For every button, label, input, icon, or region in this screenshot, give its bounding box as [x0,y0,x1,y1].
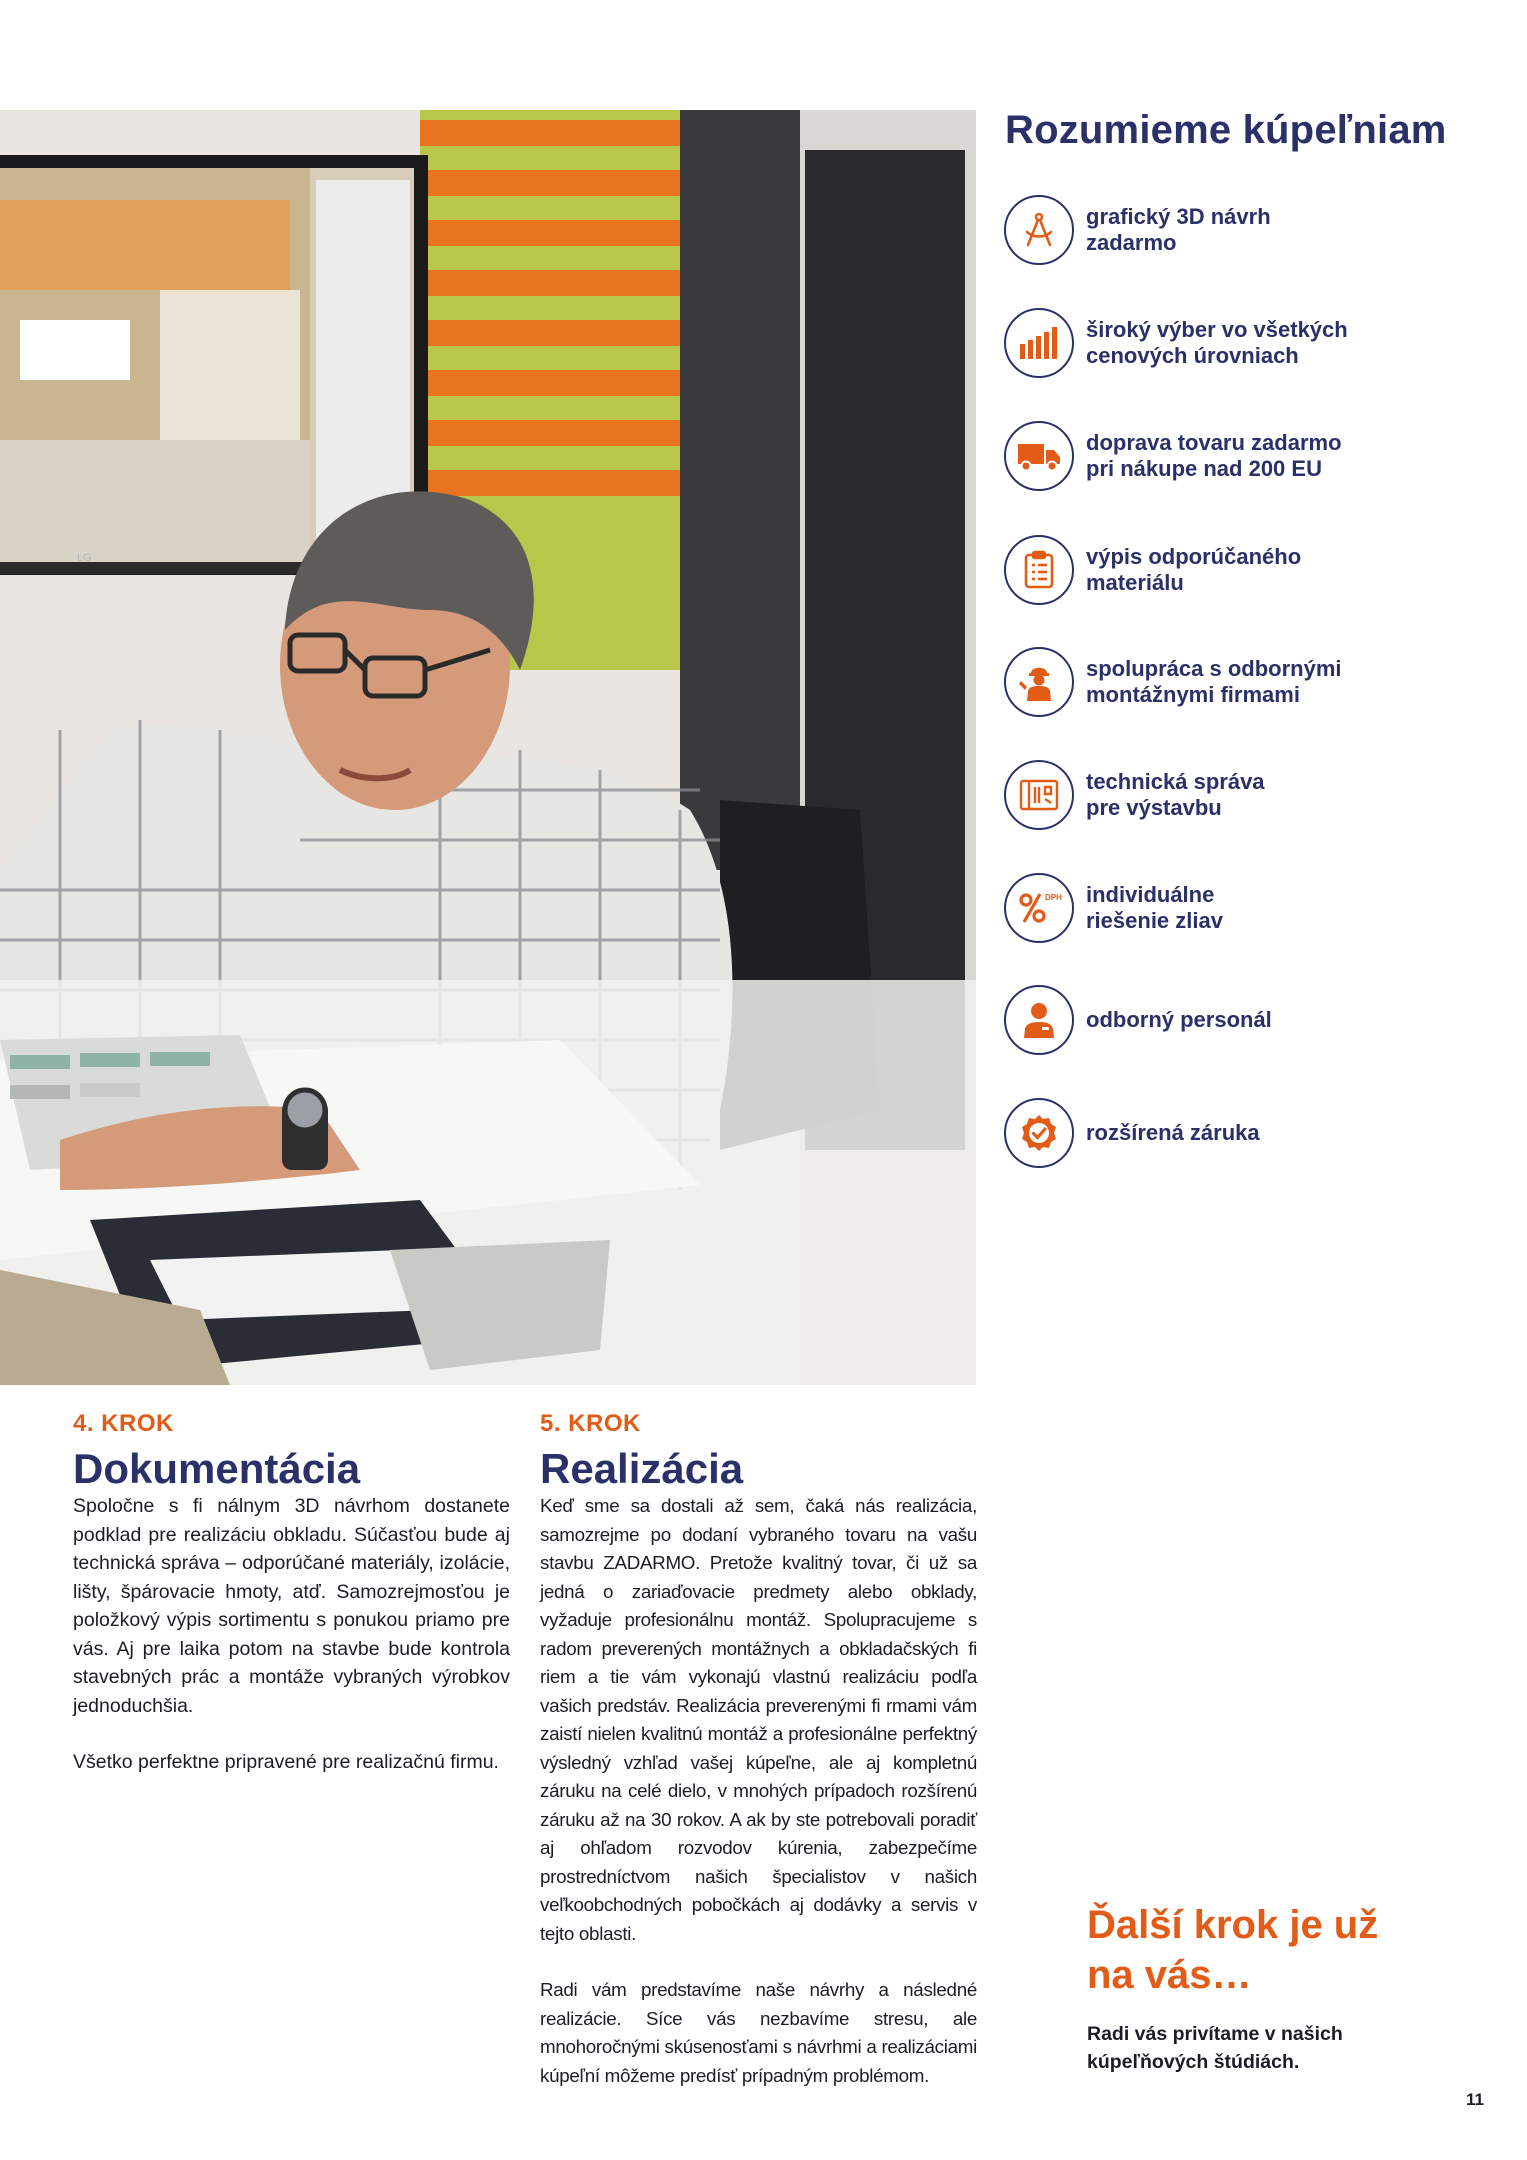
next-step-callout [1087,1900,1417,2076]
feature-label: individuálne riešenie zliav [1086,882,1223,933]
step5-body: Keď sme sa dostali až sem, čaká nás realizácia, samozrejme po dodaní vybraného tovaru na vašu stavbu ZADARMO. Pretože kvalitný tovar, či už sa jedná o zariaďovacie predmety alebo obklady, vyžaduje profesionálnu montáž. Spolupracujeme s radom preverených montážnych a obkladačských fi riem a tie vám vykonajú vlastnú realizáciu podľa vašich predstáv. Realizácia preverenými fi rmami vám zaistí nielen kvalitnú montáž a profesionálne perfektný výsledný vzhľad vašej kúpeľne, ale aj kompletnú záruku na celé dielo, v mnohých prípadoch rozšírenú záruku až na 30 rokov. A ak by ste potrebovali poradiť aj ohľadom rozvodov kúrenia, zabezpečíme prostredníctvom našich špecialistov v našich veľkoobchodných pobočkách aj dodávky a servis v tejto oblasti. [540,1495,977,1944]
step5-label: 5. KROK [540,1410,641,1437]
feature-label: spolupráca s odbornými montážnymi firmami [1086,656,1342,707]
feature-item-3d-design [1004,190,1504,270]
step4-body2: Všetko perfektne pripravené pre realizačnú firmu. [73,1751,499,1773]
clipboard-list-icon [1004,535,1074,605]
percent-icon [1004,873,1074,943]
feature-label: odborný personál [1086,1007,1272,1032]
step4-label: 4. KROK [73,1410,174,1437]
feature-item-partner-firms [1004,642,1504,722]
feature-label: grafický 3D návrh zadarmo [1086,204,1271,255]
bar-chart-icon [1004,308,1074,378]
page-number: 11 [1466,2090,1484,2109]
designer-at-desk-illustration [0,110,976,1385]
truck-icon [1004,421,1074,491]
feature-item-discounts [1004,868,1504,948]
feature-item-professional-staff [1004,980,1504,1060]
monitor-brand-text: LG [77,552,92,564]
feature-label: technická správa pre výstavbu [1086,769,1265,820]
step4-body: Spoločne s fi nálnym 3D návrhom dostanete podklad pre realizáciu obkladu. Súčasťou bude aj technická správa – odporúčané materiály, izolácie, lišty, špárovacie hmoty, atď. Samozrejmosťou je položkový výpis sortimentu s ponukou priamo pre vás. Aj pre laika potom na stavbe bude kontrola stavebných prác a montáže vybraných výrobkov jednoduchšia. [73,1495,510,1717]
step4-title: Dokumentácia [73,1445,361,1492]
feature-item-extended-warranty [1004,1093,1504,1173]
hero-photo [0,110,976,1385]
feature-label: široký výber vo všetkých cenových úrovniach [1086,317,1348,368]
feature-label: výpis odporúčaného materiálu [1086,544,1302,595]
step5-body2: Radi vám predstavíme naše návrhy a následné realizácie. Síce vás nezbavíme stresu, ale mnohoročnými skúsenosťami s návrhmi a realizáciami kúpeľní môžeme predísť prípadným problémom. [540,1979,977,2086]
feature-label: rozšírená záruka [1086,1120,1260,1145]
feature-item-technical-report [1004,755,1504,835]
feature-label: doprava tovaru zadarmo pri nákupe nad 200 EU [1086,430,1342,481]
features-title: Rozumieme kúpeľniam [1005,108,1447,152]
percent-icon-text: DPH [1045,893,1062,902]
next-step-title: Ďalší krok je už na vás… [1087,1903,1379,1997]
next-step-text: Radi vás privítame v našich kúpeľňových štúdiách. [1087,2023,1343,2073]
badge-check-icon [1004,1098,1074,1168]
feature-item-wide-selection [1004,303,1504,383]
blueprint-icon [1004,760,1074,830]
compass-icon [1004,195,1074,265]
feature-item-material-list [1004,530,1504,610]
worker-icon [1004,647,1074,717]
step4-section [73,1410,510,1777]
step5-title: Realizácia [540,1445,744,1492]
step5-section [540,1410,977,2090]
person-icon [1004,985,1074,1055]
feature-item-free-delivery [1004,416,1504,496]
